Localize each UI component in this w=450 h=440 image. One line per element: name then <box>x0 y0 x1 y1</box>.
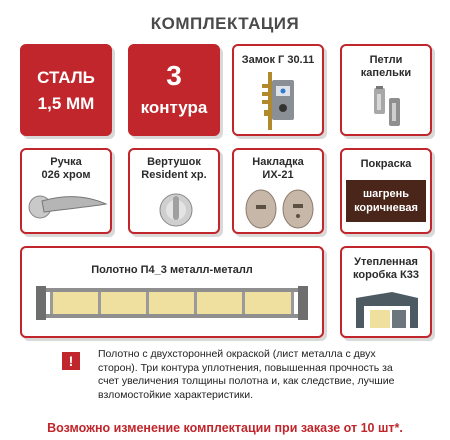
handle-line2: 026 хром <box>41 169 91 181</box>
card-lock <box>232 44 324 136</box>
lock-label: Замок Г 30.11 <box>241 54 315 66</box>
steel-line2: 1,5 ММ <box>37 94 95 113</box>
overlay-line2: ИХ-21 <box>262 169 294 181</box>
contours-label: контура <box>140 98 208 117</box>
thumb-turn-icon <box>156 188 196 228</box>
lock-mechanism-icon <box>256 70 304 132</box>
card-handle <box>20 148 112 234</box>
card-hinges <box>340 44 432 136</box>
door-frame-profile-icon <box>352 288 424 334</box>
card-turner <box>128 148 220 234</box>
card-panel <box>20 246 324 338</box>
paint-label: Покраска <box>360 158 412 170</box>
card-steel <box>20 44 112 136</box>
description-text: Полотно с двухсторонней окраской (лист металла с двух сторон). Три контура уплотнения, повышенная прочность за счет увеличения толщины полотна и, как следствие, лучшие взломостойкие характеристики. <box>98 348 395 401</box>
paint-swatch-line1: шагрень <box>362 188 410 200</box>
turner-line2: Resident хр. <box>141 169 207 181</box>
insulated-panel-icon <box>36 284 308 324</box>
card-paint <box>340 148 432 234</box>
card-overlay <box>232 148 324 234</box>
steel-line1: СТАЛЬ <box>37 68 95 87</box>
turner-line1: Вертушок <box>147 156 201 168</box>
card-box <box>340 246 432 338</box>
box-line2: коробка К33 <box>353 269 419 281</box>
door-handle-icon <box>26 190 108 224</box>
panel-label: Полотно П4_3 металл-металл <box>91 264 253 276</box>
contours-number: 3 <box>166 60 182 91</box>
handle-line1: Ручка <box>50 156 82 168</box>
footer-note: Возможно изменение комплектации при заказе от 10 шт*. <box>47 421 403 435</box>
page-title: КОМПЛЕКТАЦИЯ <box>150 14 300 33</box>
paint-swatch-line2: коричневая <box>354 202 418 214</box>
hinge-icon <box>368 84 408 132</box>
overlay-line1: Накладка <box>252 156 304 168</box>
lock-plate-icon <box>242 188 318 230</box>
paint-swatch <box>346 180 426 222</box>
warning-icon: ! <box>62 352 80 370</box>
card-contours <box>128 44 220 136</box>
box-line1: Утепленная <box>354 256 418 268</box>
hinges-line1: Петли <box>369 54 403 66</box>
hinges-line2: капельки <box>360 67 412 79</box>
